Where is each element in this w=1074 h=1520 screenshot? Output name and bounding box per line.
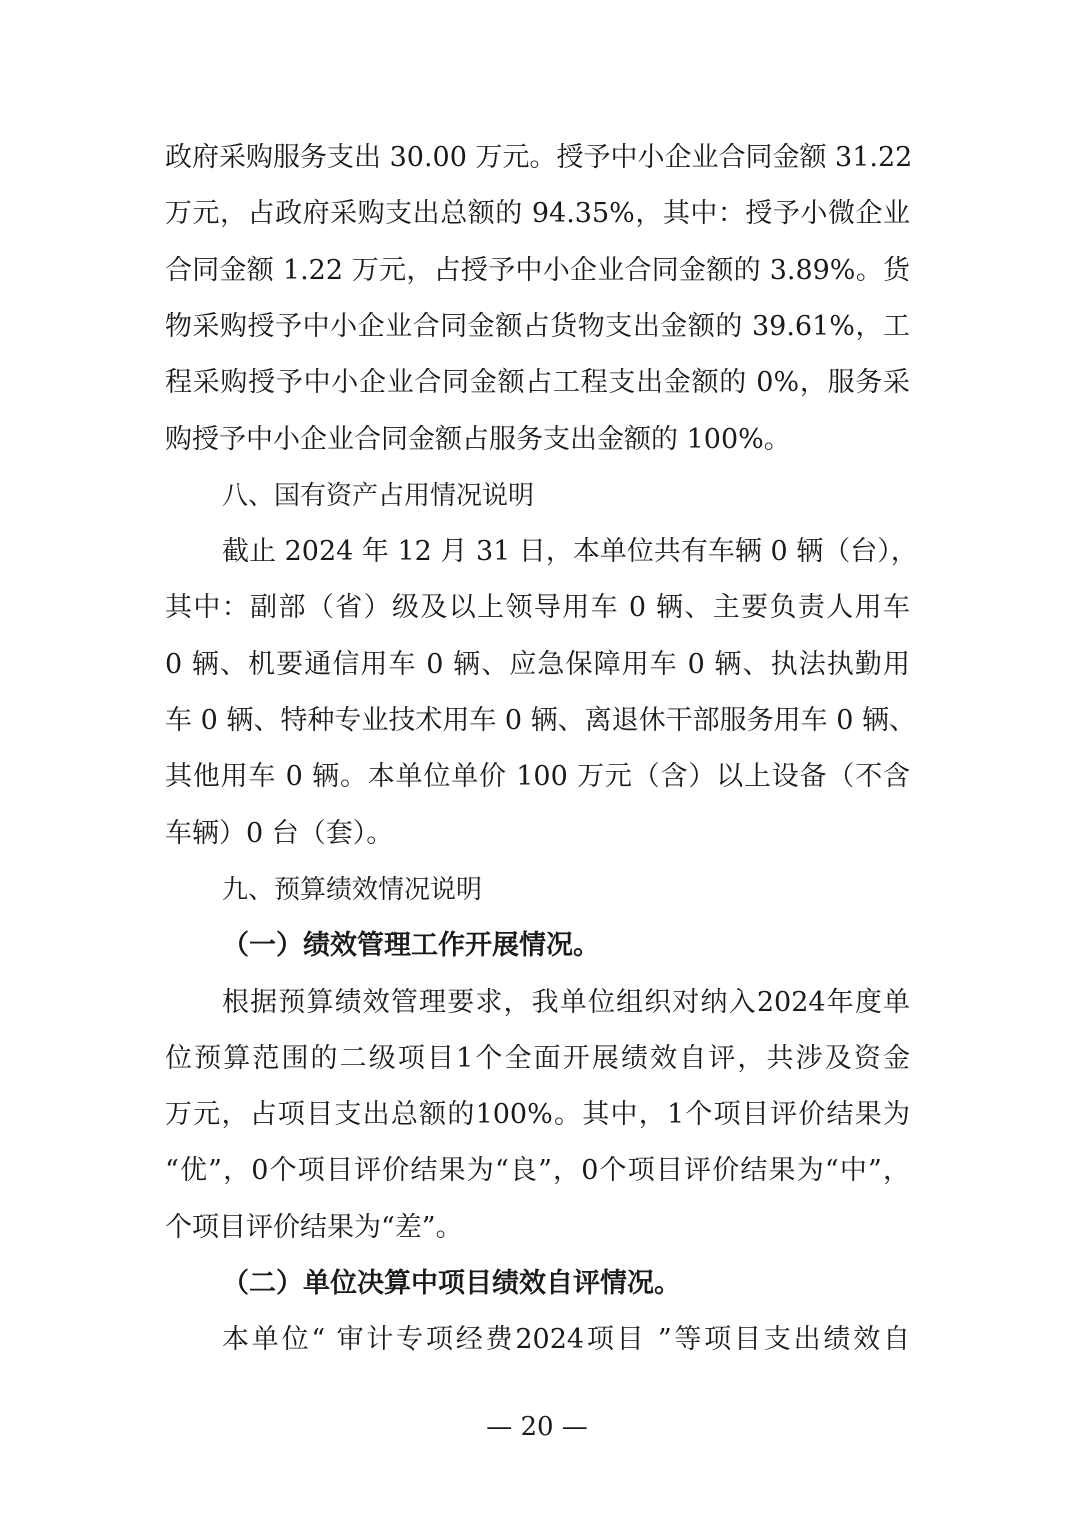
text-line: 截止 2024 年 12 月 31 日，本单位共有车辆 0 辆（台）， [222,536,918,568]
text-line: 0 辆、机要通信用车 0 辆、应急保障用车 0 辆、执法执勤用 [165,648,910,680]
section-heading: 九、预算绩效情况说明 [222,874,483,905]
text-line: 车 0 辆、特种专业技术用车 0 辆、离退休干部服务用车 0 辆、 [165,705,917,736]
text-line: 其中：副部（省）级及以上领导用车 0 辆、主要负责人用车 [165,592,910,624]
text-line: 本单位“ 审计专项经费2024项目 ”等项目支出绩效自 [222,1324,910,1356]
text-line: 其他用车 0 辆。本单位单价 100 万元（含）以上设备（不含 [165,761,910,793]
text-line: 万元，占政府采购支出总额的 94.35%，其中：授予小微企业 [165,198,910,230]
page-number: — 20 — [486,1412,588,1442]
section-heading: （一）绩效管理工作开展情况。 [222,930,600,962]
text-line: 政府采购服务支出 30.00 万元。授予中小企业合同金额 31.22 [165,142,913,173]
section-heading: 八、国有资产占用情况说明 [222,480,535,511]
text-line: 物采购授予中小企业合同金额占货物支出金额的 39.61%，工 [165,310,910,342]
text-line: 程采购授予中小企业合同金额占工程支出金额的 0%，服务采 [165,367,910,399]
text-line: 根据预算绩效管理要求，我单位组织对纳入2024年度单 [222,986,910,1018]
text-line: 车辆）0 台（套）。 [165,817,394,849]
text-line: 万元，占项目支出总额的100%。其中，1个项目评价结果为 [165,1099,910,1131]
text-line: 购授予中小企业合同金额占服务支出金额的 100%。 [165,423,791,455]
text-line: 合同金额 1.22 万元，占授予中小企业合同金额的 3.89%。货 [165,254,910,286]
text-line: 个项目评价结果为“差”。 [165,1211,463,1243]
text-line: 位预算范围的二级项目1个全面开展绩效自评，共涉及资金 [165,1042,910,1074]
text-line: “优”，0个项目评价结果为“良”，0个项目评价结果为“中”， [165,1155,910,1187]
section-heading: （二）单位决算中项目绩效自评情况。 [222,1268,681,1299]
